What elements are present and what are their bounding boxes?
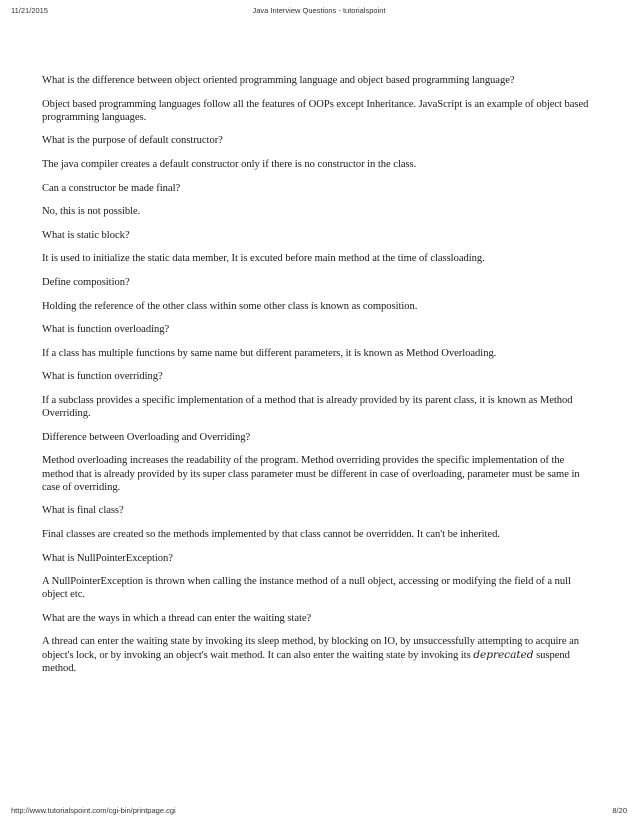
answer: A NullPointerException is thrown when calling the instance method of a null object, accessing or modifying the field of a null object etc. (42, 576, 571, 601)
answer: If a class has multiple functions by same name but different parameters, it is known as Method Overloading. (42, 347, 497, 359)
answer (42, 635, 598, 675)
answer: Holding the reference of the other class within some other class is known as composition. (42, 300, 418, 312)
question: What is function overloading? (42, 324, 170, 336)
question: What are the ways in which a thread can enter the waiting state? (42, 612, 312, 624)
answer: Final classes are created so the methods implemented by that class cannot be overridden. It can't be inherited. (42, 528, 500, 540)
answer: If a subclass provides a specific implementation of a method that is already provided by its parent class, it is known as Method Overriding. (42, 394, 573, 420)
question: What is the difference between object oriented programming language and object based programming language? (42, 75, 515, 86)
answer: The java compiler creates a default constructor only if there is no constructor in the class. (42, 158, 417, 170)
answer-text: A thread can enter the waiting state by invoking its sleep method, by blocking on IO, by unsuccessfully attempting to acquire an object's lock, or by invoking an object's wait method. It can also enter the waiting state by invoking its (42, 636, 579, 661)
emphasis-deprecated: deprecated (473, 648, 534, 661)
page-header (0, 6, 638, 18)
question: Difference between Overloading and Overriding? (42, 431, 251, 443)
answer: Method overloading increases the readability of the program. Method overriding provides the specific implementation of the method that is already provided by its super class parameter must be different in case of overloading, parameter must be same in case of overriding. (42, 455, 580, 493)
answer: Object based programming languages follow all the features of OOPs except Inheritance. JavaScript is an example of object based programming languages. (42, 98, 589, 123)
question: What is NullPointerException? (42, 552, 173, 564)
footer-url: http://www.tutorialspoint.com/cgi-bin/printpage.cgi (11, 806, 176, 815)
answer: It is used to initialize the static data member, It is excuted before main method at the time of classloading. (42, 253, 485, 265)
qa-content (42, 74, 598, 685)
answer-text: suspend method. (42, 649, 570, 674)
page-footer (0, 806, 638, 818)
footer-page-number: 8/20 (612, 806, 627, 815)
question: What is function overriding? (42, 371, 163, 383)
header-date: 11/21/2015 (11, 6, 48, 15)
question: Can a constructor be made final? (42, 182, 181, 194)
answer: No, this is not possible. (42, 206, 141, 218)
question: Define composition? (42, 276, 130, 288)
header-title: Java Interview Questions - tutorialspoint (252, 6, 386, 15)
question: What is static block? (42, 229, 130, 241)
question: What is final class? (42, 505, 124, 517)
question: What is the purpose of default constructor? (42, 135, 223, 147)
